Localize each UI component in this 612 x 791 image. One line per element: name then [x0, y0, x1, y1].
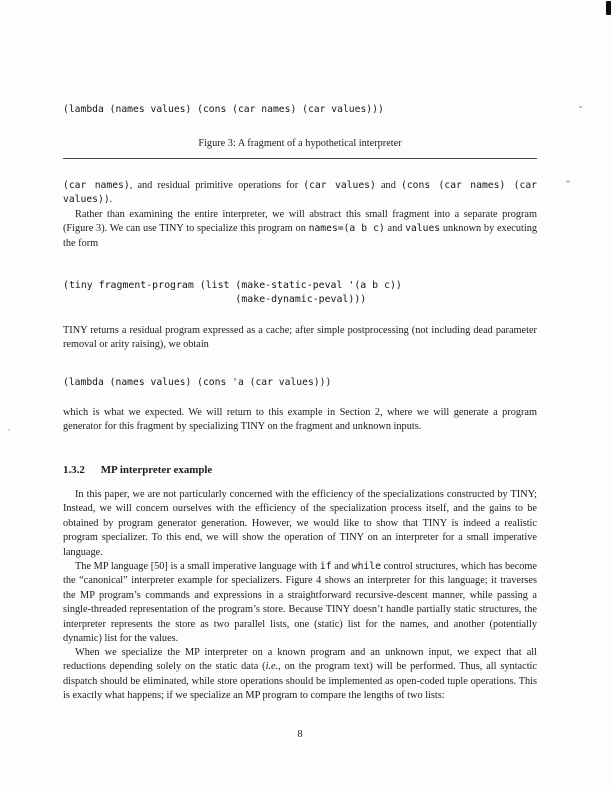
text-run: , on the program text) will be performed. Thus, all syntactic dispatch should be eliminated, while store operations should be implemented as open-coded tuple operations. This is exactly what happens; if we specialize an MP program to compare the lengths of two lists: [63, 661, 537, 702]
section-number: 1.3.2 [63, 464, 85, 476]
scan-speck [566, 180, 570, 183]
inline-code: if [319, 561, 332, 572]
paragraph-expected-result: which is what we expected. We will return to this example in Section 2, where we will generate a program generator for this fragment by specializing TINY on the fragment and unknown inputs. [63, 407, 537, 433]
text-run: . [109, 194, 113, 206]
residual-program-code-line: (lambda (names values) (cons 'a (car values))) [63, 377, 332, 388]
paragraph-efficiency: In this paper, we are not particularly concerned with the efficiency of the specializations constructed by TINY; Instead, we will concern ourselves with the efficiency of the specialization process itself, and the gains to be obtained by program generator generation. However, we would like to show that TINY is indeed a realistic program specializer. To this end, we will show the operation of TINY on an interpreter for a small imperative language. [63, 489, 537, 558]
scan-speck [579, 106, 582, 108]
figure-bottom-rule [63, 158, 537, 159]
text-run: When we specialize the MP interpreter on a known program and an unknown input, we expect that all reductions depending solely on the static data ( [63, 647, 537, 673]
text-run: and [384, 223, 406, 235]
text-run-italic: i.e. [265, 661, 279, 673]
inline-code: (car values) [303, 180, 376, 191]
tiny-invocation-code [63, 279, 537, 308]
inline-code: names=(a b c) [308, 223, 385, 235]
text-run: control structures, which has become the “canonical” interpreter example for specializers. Figure 4 shows an interpreter for this language; it traverses the MP program’s commands and expressions in a straightforward recursive-descent manner, while passing a single-threaded representation of the program’s store. Because TINY doesn’t handle partially static structures, the interpreter represents the store as two parallel lists, one (static) list for the names, and another (potentially dynamic) list for the values. [63, 561, 538, 645]
inline-code: (cons (car names) (car values)) [63, 180, 538, 206]
code-line: (make-dynamic-peval))) [63, 294, 367, 306]
paragraph-mp-language [63, 560, 537, 646]
scan-artifact-mark [606, 1, 611, 15]
text-run: and [375, 180, 401, 191]
code-line: (tiny fragment-program (list (make-static-peval '(a b c)) [63, 280, 402, 291]
paragraph-residual-operations [63, 179, 537, 208]
inline-code: while [351, 561, 381, 572]
text-run: The MP language [50] is a small imperative language with [75, 561, 320, 572]
section-heading [63, 464, 537, 477]
text-run: and [331, 561, 352, 572]
scan-speck [8, 429, 10, 431]
paragraph-specialize-mp [63, 646, 537, 704]
text-run: unknown by executing the form [63, 223, 538, 249]
section-title: MP interpreter example [100, 464, 213, 476]
text-run: Rather than examining the entire interpreter, we will abstract this small fragment into a separate program (Figure 3). We can use TINY to specialize this program on [63, 209, 537, 235]
inline-code: values [405, 223, 441, 235]
text-run: , and residual primitive operations for [129, 180, 304, 191]
page-number: 8 [297, 729, 303, 740]
figure3-caption: Figure 3: A fragment of a hypothetical interpreter [198, 138, 402, 149]
paragraph-abstract-fragment [63, 208, 537, 251]
figure3-code-line: (lambda (names values) (cons (car names) (car values))) [63, 104, 384, 115]
inline-code: (car names) [63, 180, 130, 191]
paragraph-tiny-returns: TINY returns a residual program expressed as a cache; after simple postprocessing (not including dead parameter removal or arity raising), we obtain [63, 325, 537, 351]
